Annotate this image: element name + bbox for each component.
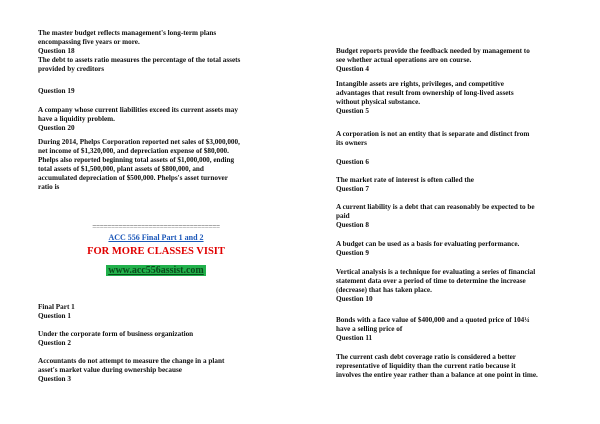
- text-line: (decrease) that has taken place.: [336, 286, 432, 294]
- text-line: A company whose current liabilities exceed its current assets may: [38, 106, 238, 114]
- question-label: Final Part 1: [38, 303, 75, 311]
- text-line: Bonds with a face value of $400,000 and a quoted price of 104¼: [336, 316, 530, 324]
- text-line: asset's market value during ownership because: [38, 366, 182, 374]
- text-line: A corporation is not an entity that is separate and distinct from: [336, 130, 530, 138]
- text-line: provided by creditors: [38, 65, 105, 73]
- text-line: representative of liquidity than the current ratio because it: [336, 362, 516, 370]
- course-link-text[interactable]: ACC 556 Final Part 1 and 2: [108, 233, 204, 242]
- divider-line: ==================================: [92, 223, 220, 231]
- question-label: Question 5: [336, 107, 369, 115]
- question-label: Question 20: [38, 124, 75, 132]
- text-line: paid: [336, 212, 350, 220]
- question-label: Question 18: [38, 47, 75, 55]
- text-line: advantages that result from ownership of long-lived assets: [336, 89, 514, 97]
- question-label: Question 1: [38, 312, 71, 320]
- text-line: Under the corporate form of business organization: [38, 330, 194, 338]
- text-line: total assets of $1,500,000, plant assets of $800,000, and: [38, 165, 204, 173]
- text-line: statement data over a period of time to determine the increase: [336, 277, 526, 285]
- question-label: Question 9: [336, 249, 369, 257]
- text-line: Intangible assets are rights, privileges, and competitive: [336, 80, 504, 88]
- text-line: have a liquidity problem.: [38, 115, 115, 123]
- text-line: accumulated depreciation of $500,000. Phelps's asset turnover: [38, 174, 228, 182]
- question-label: Question 6: [336, 158, 369, 166]
- text-line: see whether actual operations are on course.: [336, 56, 472, 64]
- question-label: Question 7: [336, 185, 369, 193]
- text-line: A current liability is a debt that can reasonably be expected to be: [336, 203, 535, 211]
- question-label: Question 4: [336, 65, 369, 73]
- text-line: Accountants do not attempt to measure the change in a plant: [38, 357, 225, 365]
- text-line: net income of $1,320,000, and depreciation expense of $80,000.: [38, 147, 229, 155]
- question-label: Question 8: [336, 221, 369, 229]
- text-line: The market rate of interest is often called the: [336, 176, 474, 184]
- question-label: Question 2: [38, 339, 71, 347]
- text-line: encompassing five years or more.: [38, 38, 140, 46]
- text-line: A budget can be used as a basis for evaluating performance.: [336, 240, 520, 248]
- text-line: have a selling price of: [336, 325, 403, 333]
- text-line: Budget reports provide the feedback needed by management to: [336, 47, 530, 55]
- text-line: ratio is: [38, 183, 60, 191]
- text-line: its owners: [336, 139, 367, 147]
- promo-text: FOR MORE CLASSES VISIT: [87, 246, 225, 257]
- question-label: Question 10: [336, 295, 373, 303]
- text-line: The master budget reflects management's long-term plans: [38, 29, 217, 37]
- website-link[interactable]: [38, 266, 274, 276]
- question-label: Question 3: [38, 375, 71, 383]
- text-line: The current cash debt coverage ratio is considered a better: [336, 353, 516, 361]
- text-line: involves the entire year rather than a balance at one point in time.: [336, 371, 538, 379]
- text-line: During 2014, Phelps Corporation reported net sales of $3,000,000,: [38, 138, 240, 146]
- text-line: Phelps also reported beginning total assets of $1,000,000, ending: [38, 156, 235, 164]
- text-line: Vertical analysis is a technique for evaluating a series of financial: [336, 268, 536, 276]
- website-link-text[interactable]: www.acc556assist.com: [108, 265, 204, 276]
- text-line: without physical substance.: [336, 98, 421, 106]
- course-link[interactable]: [38, 233, 274, 243]
- promo-heading: [38, 247, 274, 257]
- text-line: The debt to assets ratio measures the percentage of the total assets: [38, 56, 241, 64]
- question-label: Question 19: [38, 87, 75, 95]
- question-label: Question 11: [336, 334, 373, 342]
